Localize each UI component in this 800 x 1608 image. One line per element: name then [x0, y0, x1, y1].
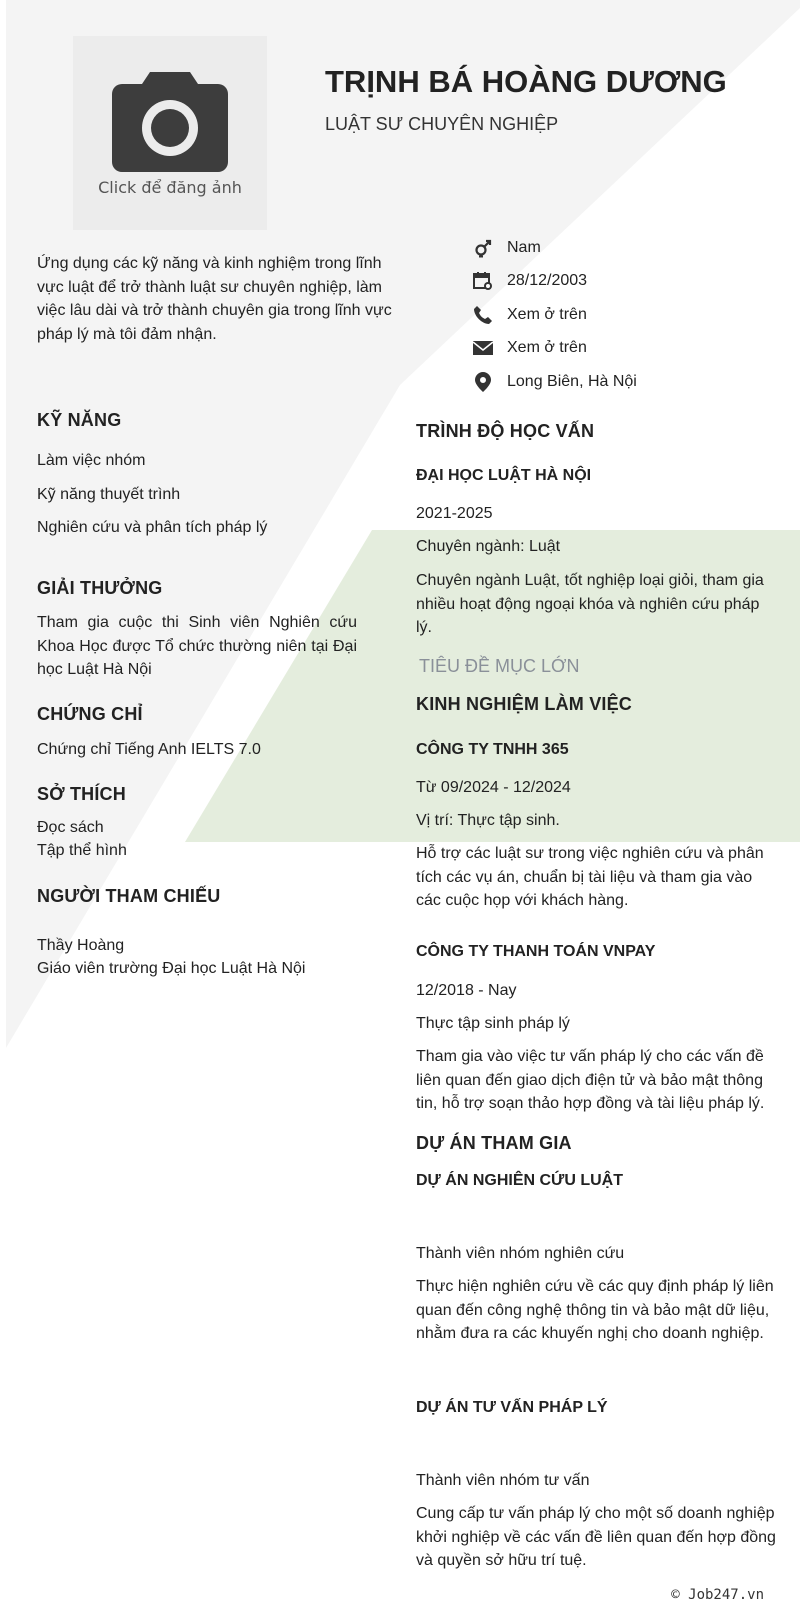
awards-text: Tham gia cuộc thi Sinh viên Nghiên cứu Khoa Học được Tổ chức thường niên tại Đại học Luật Hà Nội	[37, 614, 357, 678]
education-description: Chuyên ngành Luật, tốt nghiệp loại giỏi, tham gia nhiều hoạt động ngoại khóa và nghiên cứu pháp lý.	[416, 572, 764, 636]
project-description: Thực hiện nghiên cứu về các quy định pháp lý liên quan đến công nghệ thông tin và bảo mật dữ liệu, nhằm đưa ra các khuyến nghị cho doanh nghiệp.	[416, 1278, 774, 1342]
reference-name: Thầy Hoàng	[37, 937, 125, 954]
hobbies-heading: SỞ THÍCH	[37, 784, 126, 804]
project-description: Cung cấp tư vấn pháp lý cho một số doanh nghiệp khởi nghiệp về các vấn đề liên quan đến hợp đồng và quyền sở hữu trí tuệ.	[416, 1505, 776, 1569]
address-value: Long Biên, Hà Nội	[507, 372, 637, 390]
hobby-item: Tập thể hình	[37, 842, 127, 859]
gender-icon	[472, 237, 494, 259]
contact-address	[472, 365, 637, 399]
company-name: CÔNG TY THANH TOÁN VNPAY	[416, 943, 656, 960]
job-period: Từ 09/2024 - 12/2024	[416, 779, 571, 796]
calendar-icon	[472, 270, 494, 292]
skill-item: Kỹ năng thuyết trình	[37, 486, 181, 503]
gender-value: Nam	[507, 238, 541, 256]
job-period: 12/2018 - Nay	[416, 982, 517, 999]
email-icon	[472, 337, 494, 359]
project-role: Thành viên nhóm nghiên cứu	[416, 1245, 625, 1262]
hobby-item: Đọc sách	[37, 819, 104, 836]
camera-icon	[112, 70, 228, 172]
photo-upload[interactable]	[73, 36, 267, 230]
phone-icon	[472, 304, 494, 326]
contact-birthday	[472, 265, 637, 299]
birthday-value: 28/12/2003	[507, 272, 588, 290]
education-major: Chuyên ngành: Luật	[416, 538, 561, 555]
job-position: Thực tập sinh pháp lý	[416, 1015, 570, 1032]
email-value: Xem ở trên	[507, 339, 587, 357]
skill-item: Làm việc nhóm	[37, 452, 146, 469]
job-description: Tham gia vào việc tư vấn pháp lý cho các vấn đề liên quan đến giao dịch điện tử và bảo mật thông tin, hỗ trợ soạn thảo hợp đồng và tài liệu pháp lý.	[416, 1048, 765, 1112]
job-description: Hỗ trợ các luật sư trong việc nghiên cứu và phân tích các vụ án, chuẩn bị tài liệu và tham gia vào các cuộc họp với khách hàng.	[416, 845, 764, 909]
project-role: Thành viên nhóm tư vấn	[416, 1472, 590, 1489]
contact-phone	[472, 298, 637, 332]
certificates-heading: CHỨNG CHỈ	[37, 704, 143, 724]
contact-list	[472, 231, 637, 399]
certificate-item: Chứng chỉ Tiếng Anh IELTS 7.0	[37, 741, 261, 758]
school-name: ĐẠI HỌC LUẬT HÀ NỘI	[416, 467, 592, 484]
awards-heading: GIẢI THƯỞNG	[37, 578, 163, 598]
photo-caption: Click để đăng ảnh	[98, 177, 242, 197]
projects-heading: DỰ ÁN THAM GIA	[416, 1133, 572, 1153]
references-heading: NGƯỜI THAM CHIẾU	[37, 886, 221, 906]
candidate-name: TRỊNH BÁ HOÀNG DƯƠNG	[325, 64, 727, 99]
job-title: LUẬT SƯ CHUYÊN NGHIỆP	[325, 114, 559, 134]
project-name: DỰ ÁN TƯ VẤN PHÁP LÝ	[416, 1399, 608, 1416]
reference-role: Giáo viên trường Đại học Luật Hà Nội	[37, 960, 306, 977]
location-icon	[472, 371, 494, 393]
contact-gender	[472, 231, 637, 265]
experience-heading: KINH NGHIỆM LÀM VIỆC	[416, 694, 633, 714]
skills-heading: KỸ NĂNG	[37, 410, 122, 430]
footer-watermark: © Job247.vn	[671, 1587, 764, 1603]
career-objective: Ứng dụng các kỹ năng và kinh nghiệm trong lĩnh vực luật để trở thành luật sư chuyên nghiệp, làm việc lâu dài và trở thành chuyên gia trong lĩnh vực pháp lý mà tôi đảm nhận.	[37, 255, 392, 343]
education-heading: TRÌNH ĐỘ HỌC VẤN	[416, 421, 595, 441]
skill-item: Nghiên cứu và phân tích pháp lý	[37, 519, 268, 536]
project-name: DỰ ÁN NGHIÊN CỨU LUẬT	[416, 1172, 623, 1189]
company-name: CÔNG TY TNHH 365	[416, 741, 569, 758]
phone-value: Xem ở trên	[507, 305, 587, 323]
contact-email	[472, 332, 637, 366]
education-period: 2021-2025	[416, 505, 493, 522]
placeholder-heading: TIÊU ĐỀ MỤC LỚN	[419, 656, 580, 676]
job-position: Vị trí: Thực tập sinh.	[416, 812, 560, 829]
